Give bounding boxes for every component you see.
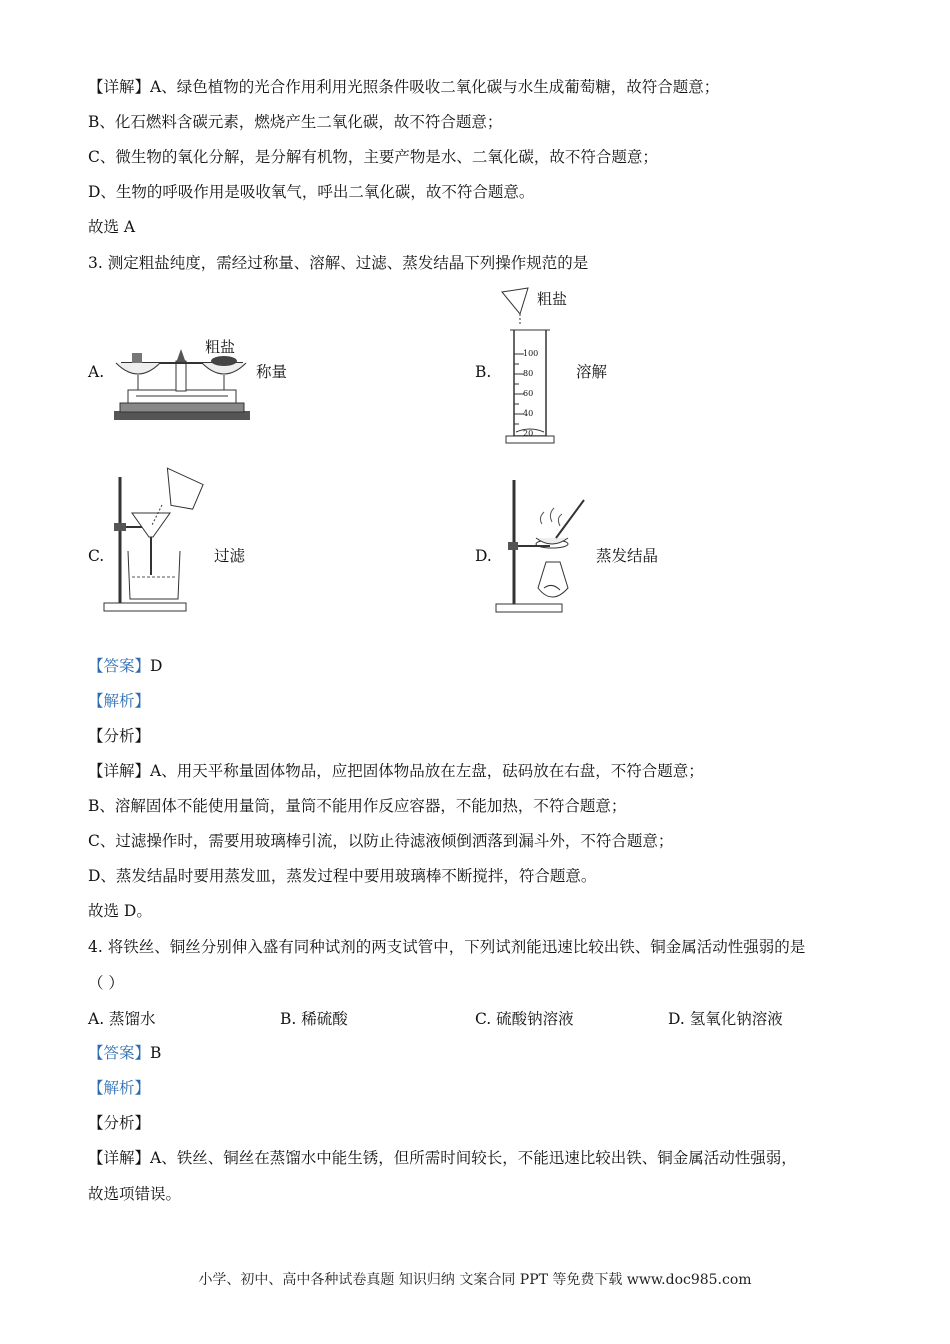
cylinder-tick-60: 60 — [523, 389, 534, 398]
cylinder-salt-label: 粗盐 — [537, 290, 568, 308]
q4-answer-label: 【答案】 — [88, 1044, 151, 1062]
question-4-blank: （ ） — [88, 974, 124, 992]
option-d-caption: 蒸发结晶 — [596, 547, 659, 565]
conclusion-line: 故选 A — [88, 218, 136, 236]
balance-salt-label: 粗盐 — [205, 338, 236, 356]
q3-analysis-label: 【解析】 — [88, 692, 151, 710]
detail-line-a: 【详解】A、绿色植物的光合作用利用光照条件吸收二氧化碳与水生成葡萄糖，故符合题意； — [88, 78, 720, 96]
q3-detail-c: C、过滤操作时，需要用玻璃棒引流，以防止待滤液倾倒洒落到漏斗外，不符合题意； — [88, 832, 674, 850]
page-footer: 小学、初中、高中各种试卷真题 知识归纳 文案合同 PPT 等免费下载 www.doc985.com — [198, 1272, 752, 1288]
option-c-caption: 过滤 — [214, 547, 246, 565]
q4-answer-line — [88, 1043, 161, 1063]
detail-line-d: D、生物的呼吸作用是吸收氧气，呼出二氧化碳，故不符合题意。 — [88, 183, 535, 201]
cylinder-tick-20: 20 — [523, 429, 534, 438]
cylinder-tick-40: 40 — [523, 409, 534, 418]
question-4-stem: 4. 将铁丝、铜丝分别伸入盛有同种试剂的两支试管中，下列试剂能迅速比较出铁、铜金属活动性强弱的是 — [88, 938, 806, 956]
q4-detail-a: 【详解】A、铁丝、铜丝在蒸馏水中能生锈，但所需时间较长，不能迅速比较出铁、铜金属活动性强弱， — [88, 1149, 797, 1167]
q4-option-d: D. 氢氧化钠溶液 — [668, 1010, 783, 1028]
cylinder-tick-80: 80 — [523, 369, 534, 378]
option-a-caption: 称量 — [256, 363, 288, 381]
question-3-stem: 3. 测定粗盐纯度，需经过称量、溶解、过滤、蒸发结晶下列操作规范的是 — [88, 254, 589, 272]
option-b-letter: B. — [475, 363, 492, 381]
q3-answer-label: 【答案】 — [88, 657, 151, 675]
graduated-cylinder-figure — [498, 286, 558, 446]
q4-option-c: C. 硫酸钠溶液 — [475, 1010, 574, 1028]
q4-option-b: B. 稀硫酸 — [280, 1010, 348, 1028]
q3-answer-line — [88, 656, 162, 676]
option-b-caption: 溶解 — [576, 363, 608, 381]
detail-line-c: C、微生物的氧化分解，是分解有机物，主要产物是水、二氧化碳，故不符合题意； — [88, 148, 658, 166]
q3-fenxi-label: 【分析】 — [88, 727, 151, 745]
cylinder-tick-100: 100 — [523, 349, 539, 358]
q4-analysis-label: 【解析】 — [88, 1079, 151, 1097]
q3-detail-d: D、蒸发结晶时要用蒸发皿，蒸发过程中要用玻璃棒不断搅拌，符合题意。 — [88, 867, 597, 885]
q4-answer-value: B — [150, 1044, 162, 1062]
q4-detail-a-cont: 故选项错误。 — [88, 1185, 182, 1203]
option-d-letter: D. — [475, 547, 492, 565]
q4-option-a: A. 蒸馏水 — [88, 1010, 156, 1028]
evaporation-figure — [494, 478, 594, 616]
filtration-figure — [102, 465, 217, 615]
option-a-letter: A. — [88, 363, 105, 381]
q3-conclusion: 故选 D。 — [88, 902, 152, 920]
q4-fenxi-label: 【分析】 — [88, 1114, 151, 1132]
q3-detail-a: 【详解】A、用天平称量固体物品，应把固体物品放在左盘，砝码放在右盘，不符合题意； — [88, 762, 704, 780]
detail-line-b: B、化石燃料含碳元素，燃烧产生二氧化碳，故不符合题意； — [88, 113, 503, 131]
q3-answer-value: D — [150, 657, 163, 675]
q3-detail-b: B、溶解固体不能使用量筒，量筒不能用作反应容器，不能加热，不符合题意； — [88, 797, 627, 815]
option-c-letter: C. — [88, 547, 105, 565]
